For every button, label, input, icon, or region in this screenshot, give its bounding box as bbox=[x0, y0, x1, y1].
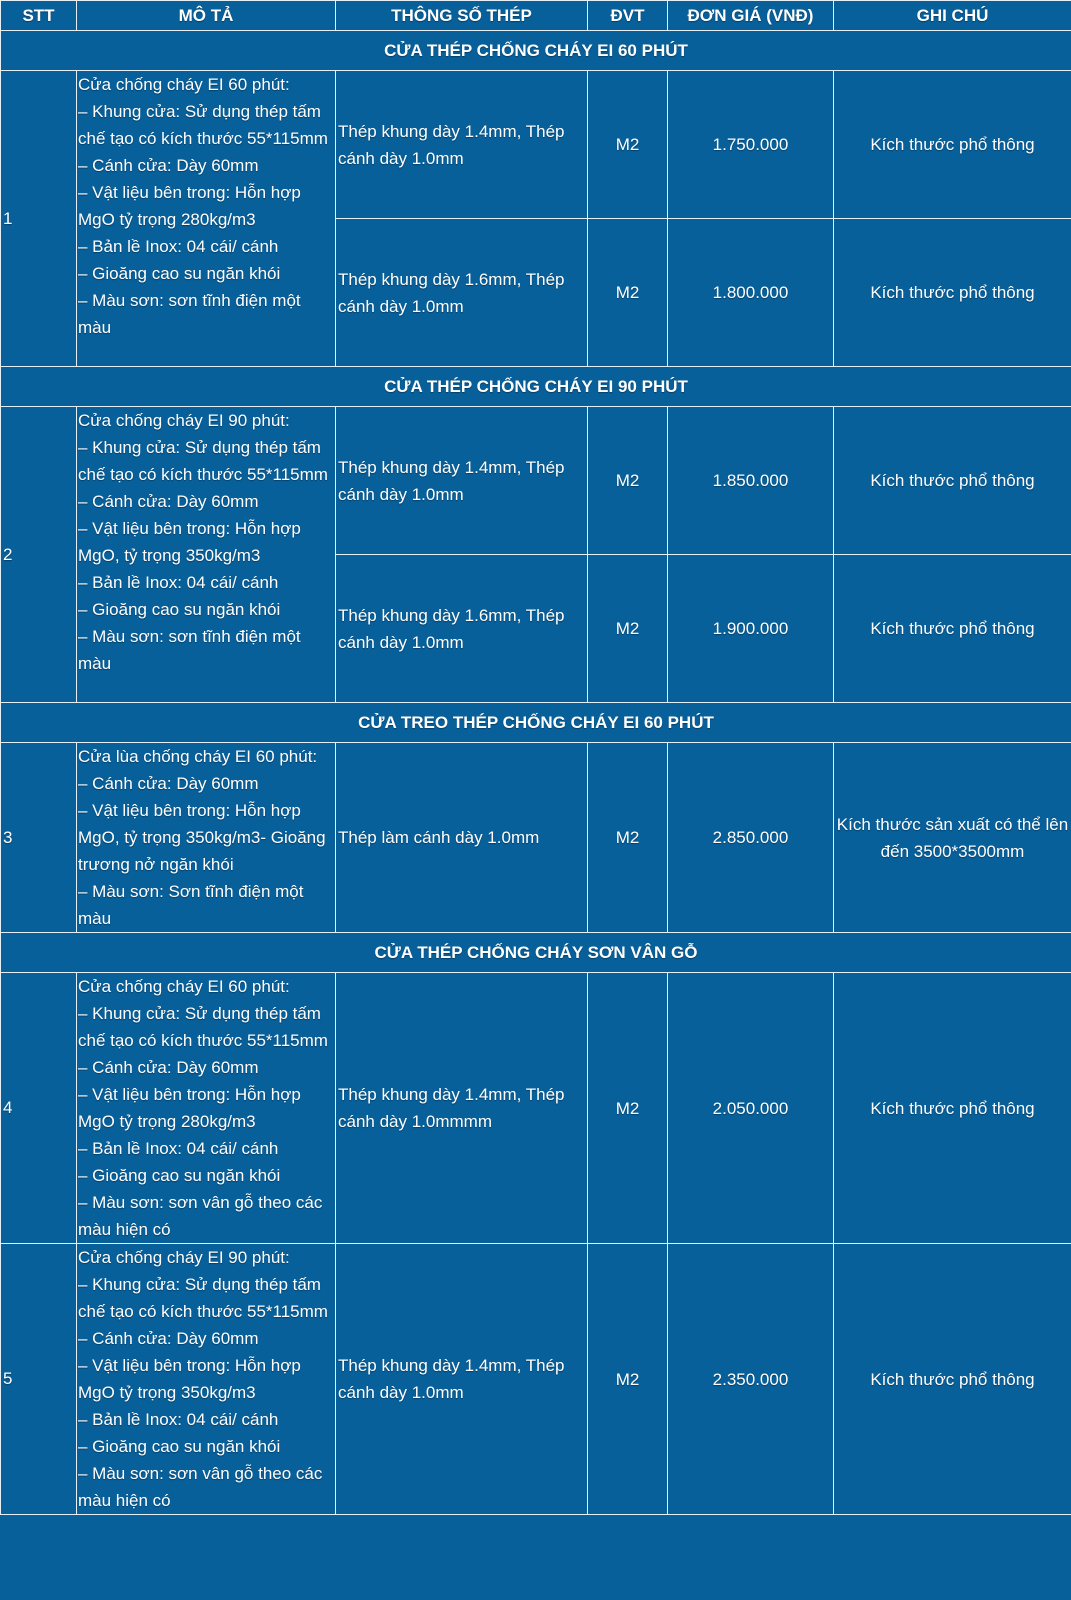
note-cell: Kích thước sản xuất có thể lên đến 3500*3500mm bbox=[834, 743, 1071, 933]
note-cell: Kích thước phổ thông bbox=[834, 555, 1071, 703]
note-cell: Kích thước phổ thông bbox=[834, 407, 1071, 555]
price-cell: 1.850.000 bbox=[668, 407, 834, 555]
note-cell: Kích thước phổ thông bbox=[834, 71, 1071, 219]
header-unit: ĐVT bbox=[588, 1, 668, 31]
spec-cell: Thép khung dày 1.4mm, Thép cánh dày 1.0mmmm bbox=[336, 973, 588, 1244]
header-steel-spec: THÔNG SỐ THÉP bbox=[336, 1, 588, 31]
unit-cell: M2 bbox=[588, 743, 668, 933]
unit-cell: M2 bbox=[588, 973, 668, 1244]
unit-cell: M2 bbox=[588, 555, 668, 703]
section-row bbox=[1, 933, 1071, 973]
section-row bbox=[1, 703, 1071, 743]
stt-cell: 3 bbox=[1, 743, 77, 933]
description-cell: Cửa chống cháy EI 90 phút: – Khung cửa: Sử dụng thép tấm chế tạo có kích thước 55*115mm – Cánh cửa: Dày 60mm – Vật liệu bên trong: Hỗn hợp MgO tỷ trọng 350kg/m3 – Bản lề Inox: 04 cái/ cánh – Gioăng cao su ngăn khói – Màu sơn: sơn vân gỗ theo các màu hiện có bbox=[77, 1244, 336, 1515]
note-cell: Kích thước phổ thông bbox=[834, 973, 1071, 1244]
unit-cell: M2 bbox=[588, 219, 668, 367]
stt-cell: 1 bbox=[1, 71, 77, 367]
spec-cell: Thép khung dày 1.4mm, Thép cánh dày 1.0mm bbox=[336, 1244, 588, 1515]
note-cell: Kích thước phổ thông bbox=[834, 1244, 1071, 1515]
description-cell: Cửa chống cháy EI 60 phút: – Khung cửa: Sử dụng thép tấm chế tạo có kích thước 55*115mm – Cánh cửa: Dày 60mm – Vật liệu bên trong: Hỗn hợp MgO tỷ trọng 280kg/m3 – Bản lề Inox: 04 cái/ cánh – Gioăng cao su ngăn khói – Màu sơn: sơn vân gỗ theo các màu hiện có bbox=[77, 973, 336, 1244]
header-stt: STT bbox=[1, 1, 77, 31]
stt-cell: 4 bbox=[1, 973, 77, 1244]
header-row bbox=[1, 1, 1071, 31]
spec-cell: Thép khung dày 1.6mm, Thép cánh dày 1.0mm bbox=[336, 555, 588, 703]
spec-cell: Thép khung dày 1.4mm, Thép cánh dày 1.0mm bbox=[336, 407, 588, 555]
spec-cell: Thép khung dày 1.4mm, Thép cánh dày 1.0mm bbox=[336, 71, 588, 219]
section-row bbox=[1, 31, 1071, 71]
description-cell: Cửa chống cháy EI 90 phút: – Khung cửa: Sử dụng thép tấm chế tạo có kích thước 55*115mm – Cánh cửa: Dày 60mm – Vật liệu bên trong: Hỗn hợp MgO, tỷ trọng 350kg/m3 – Bản lề Inox: 04 cái/ cánh – Gioăng cao su ngăn khói – Màu sơn: sơn tĩnh điện một màu bbox=[77, 407, 336, 703]
section-title: CỬA THÉP CHỐNG CHÁY EI 60 PHÚT bbox=[1, 31, 1071, 71]
table-row bbox=[1, 71, 1071, 219]
price-cell: 1.750.000 bbox=[668, 71, 834, 219]
price-cell: 2.850.000 bbox=[668, 743, 834, 933]
unit-cell: M2 bbox=[588, 407, 668, 555]
header-description: MÔ TẢ bbox=[77, 1, 336, 31]
spec-cell: Thép làm cánh dày 1.0mm bbox=[336, 743, 588, 933]
stt-cell: 5 bbox=[1, 1244, 77, 1515]
stt-cell: 2 bbox=[1, 407, 77, 703]
description-cell: Cửa lùa chống cháy EI 60 phút: – Cánh cửa: Dày 60mm – Vật liệu bên trong: Hỗn hợp MgO, tỷ trọng 350kg/m3- Gioăng trương nở ngăn khói – Màu sơn: Sơn tĩnh điện một màu bbox=[77, 743, 336, 933]
price-cell: 2.350.000 bbox=[668, 1244, 834, 1515]
unit-cell: M2 bbox=[588, 1244, 668, 1515]
unit-cell: M2 bbox=[588, 71, 668, 219]
note-cell: Kích thước phổ thông bbox=[834, 219, 1071, 367]
section-title: CỬA THÉP CHỐNG CHÁY SƠN VÂN GỖ bbox=[1, 933, 1071, 973]
price-cell: 2.050.000 bbox=[668, 973, 834, 1244]
table-row bbox=[1, 743, 1071, 933]
section-row bbox=[1, 367, 1071, 407]
spec-cell: Thép khung dày 1.6mm, Thép cánh dày 1.0mm bbox=[336, 219, 588, 367]
price-cell: 1.800.000 bbox=[668, 219, 834, 367]
price-cell: 1.900.000 bbox=[668, 555, 834, 703]
table-row bbox=[1, 973, 1071, 1244]
section-title: CỬA TREO THÉP CHỐNG CHÁY EI 60 PHÚT bbox=[1, 703, 1071, 743]
table-row bbox=[1, 1244, 1071, 1515]
section-title: CỬA THÉP CHỐNG CHÁY EI 90 PHÚT bbox=[1, 367, 1071, 407]
description-cell: Cửa chống cháy EI 60 phút: – Khung cửa: Sử dụng thép tấm chế tạo có kích thước 55*115mm – Cánh cửa: Dày 60mm – Vật liệu bên trong: Hỗn hợp MgO tỷ trọng 280kg/m3 – Bản lề Inox: 04 cái/ cánh – Gioăng cao su ngăn khói – Màu sơn: sơn tĩnh điện một màu bbox=[77, 71, 336, 367]
header-note: GHI CHÚ bbox=[834, 1, 1071, 31]
table-row bbox=[1, 407, 1071, 555]
header-unit-price: ĐƠN GIÁ (VNĐ) bbox=[668, 1, 834, 31]
